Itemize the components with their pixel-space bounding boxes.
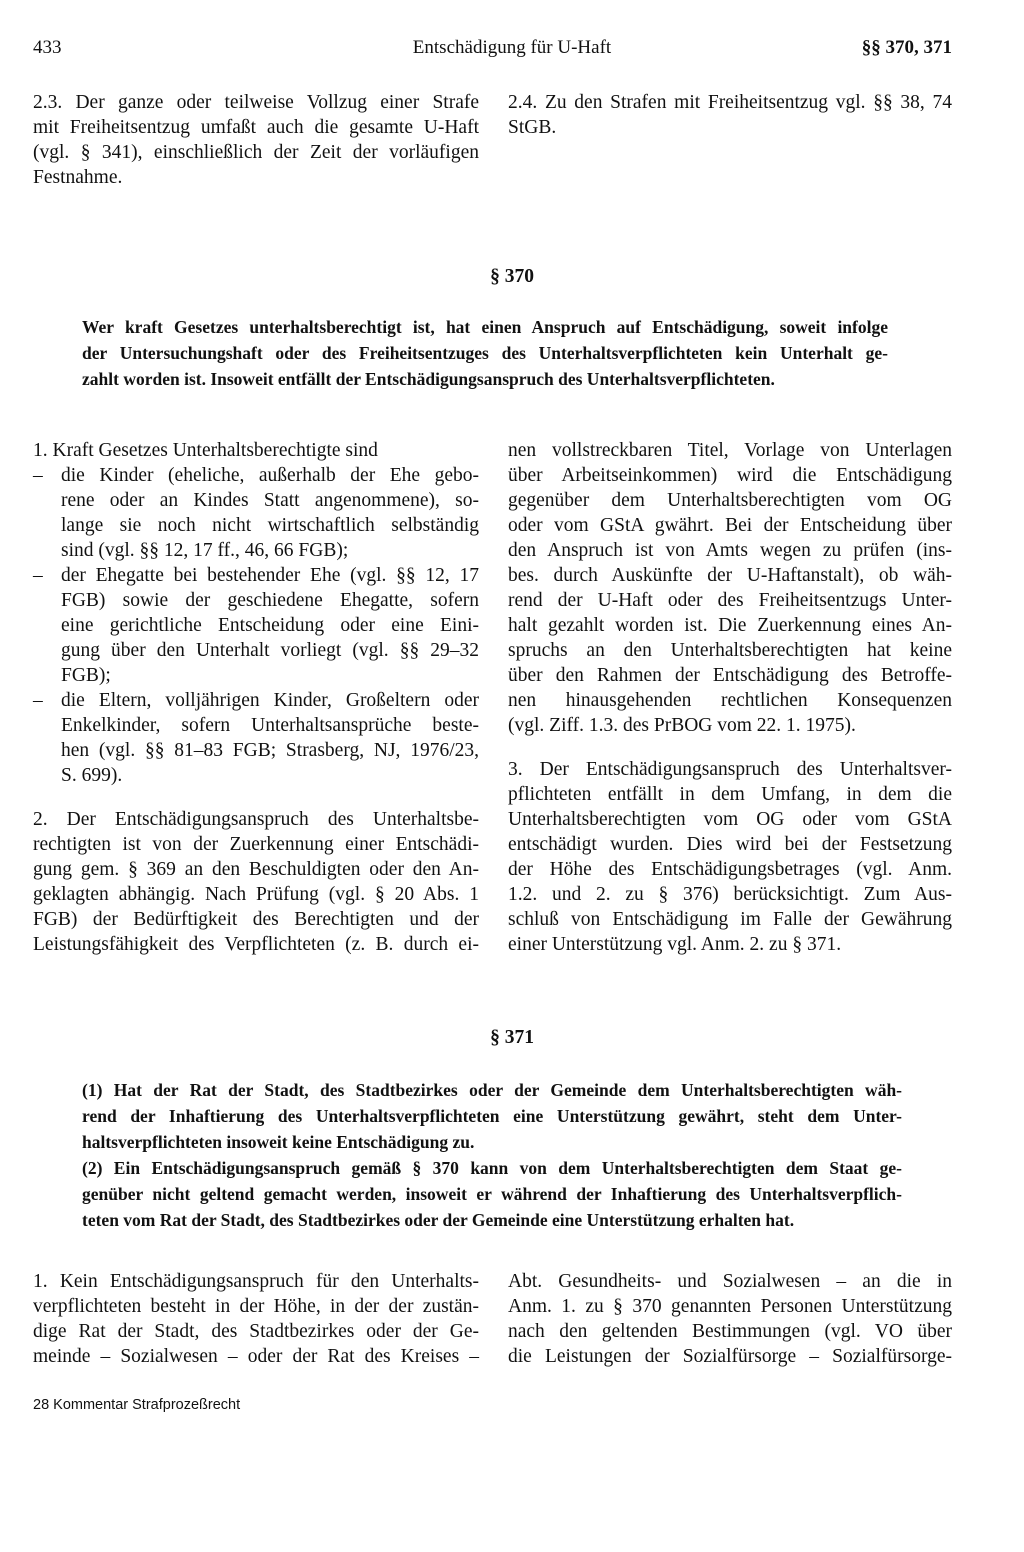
norm-line: Wer kraft Gesetzes unterhaltsberechtigt ist, hat einen Anspruch auf Entschädigung, soweit infolge [82, 317, 888, 337]
text-line: 3. Der Entschädigungsanspruch des Unterhaltsver- [508, 759, 952, 780]
text-line: spruchs an den Unterhaltsberechtigten hat keine [508, 640, 952, 661]
text-line: über den Rahmen der Entschädigung des Betroffe- [508, 665, 952, 686]
running-title: Entschädigung für U-Haft [412, 37, 612, 58]
text-line: 2. Der Entschädigungsanspruch des Unterhaltsbe- [33, 809, 479, 830]
text-line: oder vom GStA gwährt. Bei der Entscheidung über [508, 515, 952, 536]
text-line: der Ehegatte bei bestehender Ehe (vgl. §§ 12, 17 [61, 565, 479, 586]
text-line: gegenüber dem Unterhaltsberechtigten vom OG [508, 490, 952, 511]
text-line: 1. Kein Entschädigungsanspruch für den Unterhalts- [33, 1271, 479, 1292]
text-line: pflichteten entfällt in dem Umfang, in dem die [508, 784, 952, 805]
text-line: Anm. 1. zu § 370 genannten Personen Unterstützung [508, 1296, 952, 1317]
text-line: rene oder an Kindes Statt angenommene), so- [61, 490, 479, 511]
norm-line: rend der Inhaftierung des Unterhaltsverpflichteten eine Unterstützung gewährt, steht dem Unter- [82, 1106, 902, 1126]
bullet-dash: – [33, 465, 43, 486]
list-item [33, 563, 479, 688]
section-370-norm-text [82, 314, 888, 392]
text-line: den Anspruch ist von Amts wegen zu prüfen (ins- [508, 540, 952, 561]
text-line: eine gerichtliche Entscheidung oder eine Eini- [61, 615, 479, 636]
text-line: verpflichteten besteht in der Höhe, in der der zustän- [33, 1296, 479, 1317]
text-line: (vgl. § 341), einschließlich der Zeit der vorläufigen [33, 142, 479, 163]
section-370-commentary-left [33, 438, 479, 957]
text-line: entschädigt wurden. Dies wird bei der Festsetzung [508, 834, 952, 855]
list-item [33, 463, 479, 563]
text-line: nen vollstreckbaren Titel, Vorlage von Unterlagen [508, 440, 952, 461]
text-line: der Höhe des Entschädigungsbetrages (vgl. Anm. [508, 859, 952, 880]
text-line: rend der U-Haft oder des Freiheitsentzugs Unter- [508, 590, 952, 611]
text-line: dige Rat der Stadt, des Stadtbezirkes oder der Ge- [33, 1321, 479, 1342]
text-line: Enkelkinder, sofern Unterhaltsansprüche beste- [61, 715, 479, 736]
text-line: S. 699). [61, 765, 123, 786]
text-line: die Eltern, volljährigen Kinder, Großeltern oder [61, 690, 479, 711]
text-line: Leistungsfähigkeit des Verpflichteten (z. B. durch ei- [33, 934, 479, 955]
text-line: hen (vgl. §§ 81–83 FGB; Strasberg, NJ, 1976/23, [61, 740, 479, 761]
norm-line: zahlt worden ist. Insoweit entfällt der Entschädigungsanspruch des Unterhaltsverpflichteten. [82, 369, 775, 389]
text-line: FGB); [61, 665, 111, 686]
bullet-dash: – [33, 690, 43, 711]
text-line: rechtigten ist von der Zuerkennung einer Entschädi- [33, 834, 479, 855]
text-line: Festnahme. [33, 167, 123, 188]
norm-line: haltsverpflichteten insoweit keine Entschädigung zu. [82, 1132, 475, 1152]
text-line: gung gem. § 369 an den Beschuldigten oder den An- [33, 859, 479, 880]
text-line: die Kinder (eheliche, außerhalb der Ehe gebo- [61, 465, 479, 486]
text-line: FGB) der Bedürftigkeit des Berechtigten und der [33, 909, 479, 930]
section-371-norm-text [82, 1077, 902, 1233]
norm-line: der Untersuchungshaft oder des Freiheitsentzuges des Unterhaltsverpflichteten kein Unterhalt ge- [82, 343, 888, 363]
section-371-commentary-right [508, 1269, 952, 1369]
text-line: FGB) sowie der geschiedene Ehegatte, sofern [61, 590, 479, 611]
text-line: nach den geltenden Bestimmungen (vgl. VO über [508, 1321, 952, 1342]
text-line: Abt. Gesundheits- und Sozialwesen – an die in [508, 1271, 952, 1292]
norm-line: teten vom Rat der Stadt, des Stadtbezirkes oder der Gemeinde eine Unterstützung erhalten hat. [82, 1210, 795, 1230]
text-line: einer Unterstützung vgl. Anm. 2. zu § 371. [508, 934, 842, 955]
norm-line: (1) Hat der Rat der Stadt, des Stadtbezirkes oder der Gemeinde dem Unterhaltsberechtigten wäh- [82, 1080, 902, 1100]
text-line: mit Freiheitsentzug umfaßt auch die gesamte U-Haft [33, 117, 479, 138]
text-line: gung über den Unterhalt vorliegt (vgl. §§ 29–32 [61, 640, 479, 661]
norm-line: genüber nicht geltend gemacht werden, insoweit er während der Inhaftierung des Unterhaltsverpflich- [82, 1184, 902, 1204]
text-line: StGB. [508, 117, 557, 138]
text-line: 2.4. Zu den Strafen mit Freiheitsentzug vgl. §§ 38, 74 [508, 92, 952, 113]
text-line: (vgl. Ziff. 1.3. des PrBOG vom 22. 1. 1975). [508, 715, 856, 736]
text-line: über Arbeitseinkommen) wird die Entschädigung [508, 465, 952, 486]
bullet-dash: – [33, 565, 43, 586]
para-2-3 [33, 90, 479, 190]
text-line: sind (vgl. §§ 12, 17 ff., 46, 66 FGB); [61, 540, 349, 561]
text-line: 2.3. Der ganze oder teilweise Vollzug einer Strafe [33, 92, 479, 113]
text-line: 1.2. und 2. zu § 376) berücksichtigt. Zum Aus- [508, 884, 952, 905]
text-line: Unterhaltsberechtigten vom OG oder vom GStA [508, 809, 952, 830]
text-line: bes. durch Auskünfte der U-Haftanstalt), ob wäh- [508, 565, 952, 586]
section-370-heading: § 370 [490, 266, 534, 287]
norm-line: (2) Ein Entschädigungsanspruch gemäß § 370 kann von dem Unterhaltsberechtigten dem Staat ge- [82, 1158, 902, 1178]
page-number: 433 [33, 37, 62, 58]
text-line: 1. Kraft Gesetzes Unterhaltsberechtigte sind [33, 440, 378, 461]
text-line: geklagten abhängig. Nach Prüfung (vgl. § 20 Abs. 1 [33, 884, 479, 905]
text-line: halt gezahlt worden ist. Die Zuerkennung eines An- [508, 615, 952, 636]
section-371-commentary-left [33, 1269, 479, 1369]
para-2-4 [508, 90, 952, 140]
text-line: schluß von Entschädigung im Falle der Gewährung [508, 909, 952, 930]
text-line: lange sie noch nicht wirtschaftlich selbständig [61, 515, 479, 536]
running-sections: §§ 370, 371 [861, 37, 952, 58]
section-370-commentary-right [508, 438, 952, 957]
text-line: meinde – Sozialwesen – oder der Rat des Kreises – [33, 1346, 479, 1367]
text-line: die Leistungen der Sozialfürsorge – Sozialfürsorge- [508, 1346, 952, 1367]
text-line: nen hinausgehenden rechtlichen Konsequenzen [508, 690, 952, 711]
list-item [33, 688, 479, 788]
footer-signature: 28 Kommentar Strafprozeßrecht [33, 1397, 241, 1413]
section-371-heading: § 371 [490, 1027, 534, 1048]
